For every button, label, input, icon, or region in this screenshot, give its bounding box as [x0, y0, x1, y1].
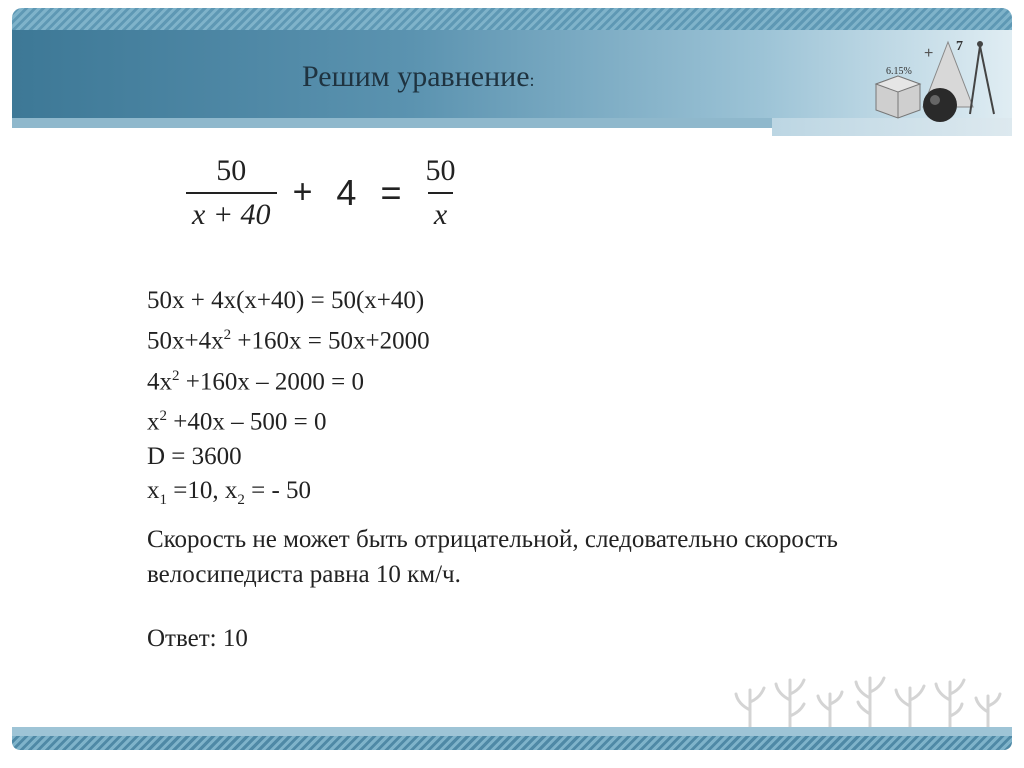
- bottom-band: [12, 727, 1012, 736]
- equals-sign: =: [380, 171, 402, 213]
- equation: [186, 145, 467, 240]
- equation-term: 4: [336, 171, 357, 213]
- step-line-5: D = 3600: [147, 442, 242, 470]
- step-line-3: $4х^2 +160х - 2000 = 0$: [147, 367, 364, 396]
- top-decor-stripe: [12, 8, 1012, 30]
- bottom-decor-stripe: [12, 736, 1012, 750]
- fraction-left-numerator: 50: [216, 153, 247, 187]
- step-line-2: $50х+4х^2 +160х = 50х+2000$: [147, 327, 430, 355]
- fraction-right-numerator: 50: [425, 153, 456, 187]
- fraction-left: [186, 154, 277, 232]
- step-line-6: $х_1 =10$, $х_2$ = - 50: [147, 477, 312, 508]
- header-notch: [12, 118, 772, 128]
- fraction-right: [413, 154, 467, 232]
- plus-sign: +: [292, 173, 313, 211]
- corner-power-label: 7: [956, 39, 963, 54]
- conclusion-text: Скорость не может быть отрицательной, следовательно скорость велосипедиста равна 10 км/ч.: [147, 526, 838, 588]
- fraction-left-denominator: x + 40: [186, 192, 277, 232]
- svg-text:+: +: [924, 45, 934, 62]
- step-line-4: $х^2 +40х - 500 = 0$: [147, 408, 327, 436]
- slide-title-colon: :: [529, 70, 535, 90]
- corner-percent-label: 6.15%: [886, 66, 912, 77]
- step-line-1: 50х + 4х(х+40) = 50(х+40): [147, 287, 425, 314]
- answer-text: Ответ: 10: [147, 625, 248, 652]
- solution-steps: [147, 284, 430, 517]
- geometry-figures-icon: [868, 32, 1008, 128]
- fraction-right-denominator: x: [428, 192, 453, 232]
- slide-title: [302, 60, 535, 94]
- slide-title-text: Решим уравнение: [302, 60, 530, 93]
